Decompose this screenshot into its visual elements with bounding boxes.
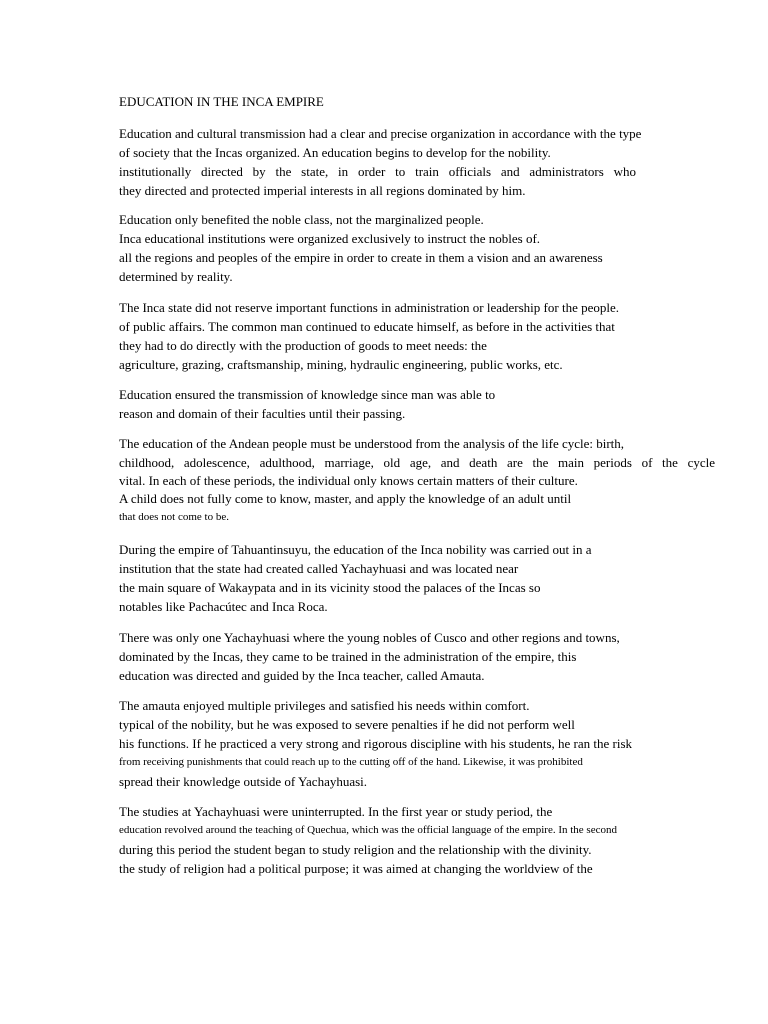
paragraph-line: determined by reality. <box>119 269 233 284</box>
paragraph-line: The education of the Andean people must be understood from the analysis of the life cycle: birth, <box>119 436 625 451</box>
paragraph-line: The amauta enjoyed multiple privileges and satisfied his needs within comfort. <box>119 698 530 713</box>
paragraph-line: of public affairs. The common man continued to educate himself, as before in the activities that <box>119 319 615 334</box>
paragraph-line: The studies at Yachayhuasi were uninterrupted. In the first year or study period, the <box>119 804 553 819</box>
paragraph-line: during this period the student began to study religion and the relationship with the divinity. <box>119 842 592 857</box>
paragraph-5 <box>119 434 719 527</box>
paragraph-line: they directed and protected imperial interests in all regions dominated by him. <box>119 183 526 198</box>
paragraph-line: There was only one Yachayhuasi where the young nobles of Cusco and other regions and towns, <box>119 630 620 645</box>
paragraph-line: A child does not fully come to know, master, and apply the knowledge of an adult until <box>119 491 572 506</box>
paragraph-line: his functions. If he practiced a very strong and rigorous discipline with his students, he ran the risk <box>119 736 633 751</box>
paragraph-line: Inca educational institutions were organized exclusively to instruct the nobles of. <box>119 231 541 246</box>
document-title: EDUCATION IN THE INCA EMPIRE <box>119 94 324 109</box>
paragraph-line: all the regions and peoples of the empire in order to create in them a vision and an awareness <box>119 250 603 265</box>
paragraph-line: typical of the nobility, but he was exposed to severe penalties if he did not perform well <box>119 717 575 732</box>
paragraph-line: During the empire of Tahuantinsuyu, the education of the Inca nobility was carried out in a <box>119 542 592 557</box>
paragraph-line: from receiving punishments that could reach up to the cutting off of the hand. Likewise, it was prohibited <box>119 756 583 768</box>
paragraph-line: dominated by the Incas, they came to be trained in the administration of the empire, this <box>119 649 577 664</box>
paragraph-1 <box>119 124 719 200</box>
paragraph-8 <box>119 696 719 791</box>
paragraph-line: that does not come to be. <box>119 511 229 523</box>
paragraph-line: reason and domain of their faculties until their passing. <box>119 406 406 421</box>
paragraph-line: Education only benefited the noble class, not the marginalized people. <box>119 212 484 227</box>
paragraph-line: the study of religion had a political purpose; it was aimed at changing the worldview of the <box>119 861 593 876</box>
paragraph-4 <box>119 385 719 423</box>
paragraph-line: education revolved around the teaching of Quechua, which was the official language of the empire. In the second <box>119 824 617 836</box>
paragraph-9 <box>119 802 719 878</box>
paragraph-line: of society that the Incas organized. An education begins to develop for the nobility. <box>119 145 551 160</box>
paragraph-line: Education ensured the transmission of knowledge since man was able to <box>119 387 496 402</box>
paragraph-line: institutionally directed by the state, in order to train officials and administrators who <box>119 164 636 179</box>
paragraph-line: they had to do directly with the production of goods to meet needs: the <box>119 338 487 353</box>
paragraph-7 <box>119 628 719 685</box>
paragraph-line: Education and cultural transmission had a clear and precise organization in accordance with the type <box>119 126 642 141</box>
paragraph-2 <box>119 210 719 286</box>
paragraph-line: notables like Pachacútec and Inca Roca. <box>119 599 328 614</box>
paragraph-line: institution that the state had created called Yachayhuasi and was located near <box>119 561 519 576</box>
paragraph-line: spread their knowledge outside of Yachayhuasi. <box>119 774 368 789</box>
paragraph-line: education was directed and guided by the Inca teacher, called Amauta. <box>119 668 485 683</box>
paragraph-line: agriculture, grazing, craftsmanship, mining, hydraulic engineering, public works, etc. <box>119 357 563 372</box>
paragraph-line: the main square of Wakaypata and in its vicinity stood the palaces of the Incas so <box>119 580 541 595</box>
paragraph-6 <box>119 540 719 616</box>
paragraph-line: childhood, adolescence, adulthood, marriage, old age, and death are the main periods of the cycle <box>119 455 715 470</box>
paragraph-line: The Inca state did not reserve important functions in administration or leadership for the people. <box>119 300 619 315</box>
paragraph-3 <box>119 298 719 374</box>
paragraph-line: vital. In each of these periods, the individual only knows certain matters of their culture. <box>119 473 578 488</box>
